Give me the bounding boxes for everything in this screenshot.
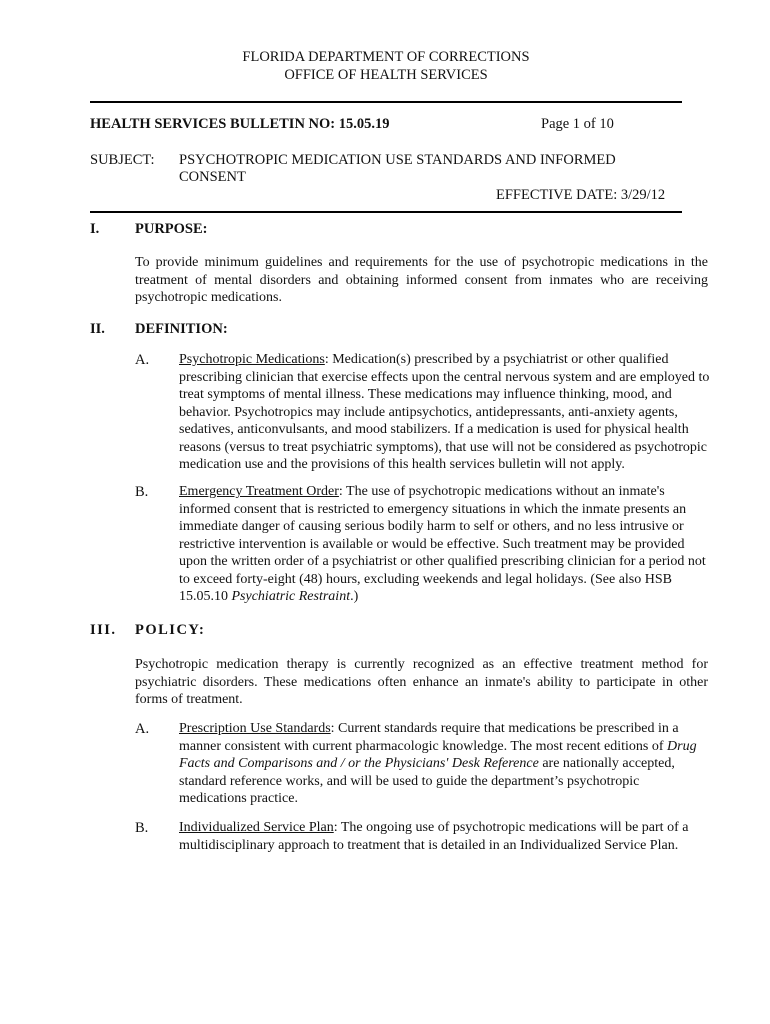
subject-label: SUBJECT:	[90, 152, 155, 168]
page-number: Page 1 of 10	[541, 116, 614, 132]
policy-b-paragraph	[179, 819, 709, 854]
header-rule-bottom	[90, 211, 682, 213]
effective-date: EFFECTIVE DATE: 3/29/12	[496, 187, 666, 203]
policy-b-term: Individualized Service Plan	[179, 820, 334, 835]
policy-b-text: : The ongoing use of psychotropic medications will be part of a multidisciplinary approach to treatment that is detailed in an Individualized Service Plan.	[179, 820, 689, 853]
policy-a-term: Prescription Use Standards	[179, 721, 331, 736]
office-name: OFFICE OF HEALTH SERVICES	[284, 67, 488, 83]
purpose-text: To provide minimum guidelines and requirements for the use of psychotropic medications in the treatment of mental disorders and obtaining informed consent from inmates who are receiving psychotropic medications.	[135, 255, 708, 305]
definition-b-italic: Psychiatric Restraint	[231, 589, 351, 604]
definition-b-text: : The use of psychotropic medications without an inmate's informed consent that is restricted to emergency situations in which the inmate presents an immediate danger of causing serious bodily harm to self or others, and no less intrusive or restrictive intervention is available or would be effective. Such treatment may be provided upon the written order of a psychiatrist or other qualified prescribing clinician for a period not to exceed forty-eight (48) hours, excluding weekends and legal holidays. (See also HSB 15.05.10	[179, 484, 706, 604]
definition-a-term: Psychotropic Medications	[179, 352, 325, 367]
subject-line-1: PSYCHOTROPIC MEDICATION USE STANDARDS AND INFORMED	[179, 152, 616, 168]
bulletin-number: HEALTH SERVICES BULLETIN NO: 15.05.19	[90, 116, 390, 132]
section-heading-purpose: PURPOSE:	[135, 221, 208, 237]
section-heading-policy: POLICY:	[135, 622, 206, 638]
section-numeral-policy: III.	[90, 622, 117, 638]
section-numeral-definition: II.	[90, 321, 105, 337]
policy-intro: Psychotropic medication therapy is currently recognized as an effective treatment method for psychiatric disorders. These medications often enhance an inmate's ability to participate in other forms of treatment.	[135, 657, 708, 707]
policy-a-tail: are nationally accepted, standard reference works, and will be used to guide the department’s psychotropic medications practice.	[179, 756, 675, 806]
department-name: FLORIDA DEPARTMENT OF CORRECTIONS	[242, 49, 530, 65]
definition-b-tail: .)	[350, 589, 359, 604]
section-heading-definition: DEFINITION:	[135, 321, 228, 337]
definition-a-paragraph	[179, 351, 714, 474]
policy-a-text: : Current standards require that medications be prescribed in a manner consistent with current pharmacologic knowledge. The most recent editions of	[179, 721, 679, 754]
policy-a-paragraph	[179, 720, 709, 808]
policy-a-letter: A.	[135, 721, 150, 737]
header-rule-top	[90, 101, 682, 103]
policy-b-letter: B.	[135, 820, 149, 836]
definition-b-letter: B.	[135, 484, 149, 500]
definition-a-letter: A.	[135, 352, 150, 368]
definition-b-paragraph	[179, 483, 714, 606]
section-numeral-purpose: I.	[90, 221, 100, 237]
policy-a-italic: Drug Facts and Comparisons and / or the Physicians' Desk Reference	[179, 738, 697, 771]
definition-a-text: : Medication(s) prescribed by a psychiatrist or other qualified prescribing clinician that exercise effects upon the central nervous system and are employed to treat symptoms of mental illness. These medications may influence thinking, mood, and behavior. Psychotropics may include antipsychotics, antidepressants, anti-anxiety agents, sedatives, anticonvulsants, and mood stabilizers. If a medication is used for physical health reasons (versus to treat psychiatric symptoms), that use will not be considered as psychotropic medication use and the provisions of this health services bulletin will not apply.	[179, 352, 710, 472]
definition-b-term: Emergency Treatment Order	[179, 484, 339, 499]
subject-line-2: CONSENT	[179, 169, 246, 185]
